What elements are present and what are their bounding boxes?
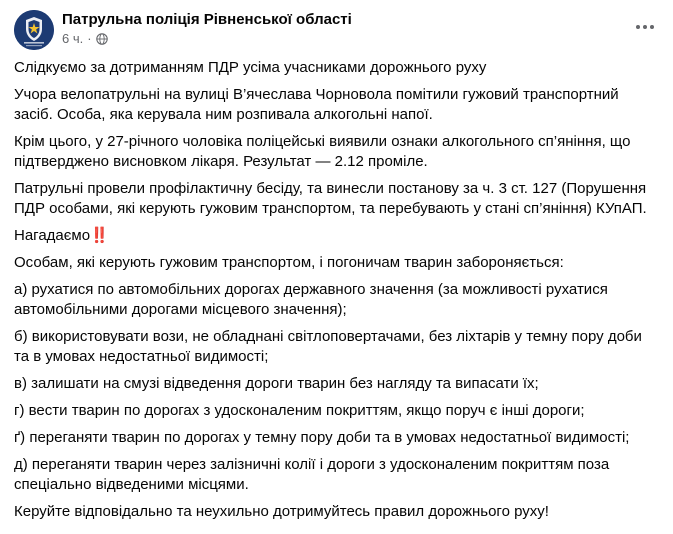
meta-separator: · — [87, 31, 92, 46]
reminder-label: Нагадаємо — [14, 227, 91, 244]
police-badge-icon — [14, 10, 54, 50]
page-name-link[interactable]: Патрульна поліція Рівненської області — [62, 11, 352, 28]
list-item: б) використовувати вози, не обладнані світлоповертачами, без ліхтарів у темну пору доби та в умовах недостатньої видимості; — [14, 328, 642, 365]
paragraph: Слідкуємо за дотриманням ПДР усіма учасниками дорожнього руху — [14, 59, 487, 76]
more-options-button[interactable] — [631, 14, 659, 34]
post-meta — [62, 31, 108, 47]
post-header — [14, 10, 659, 50]
page-avatar[interactable] — [14, 10, 54, 50]
paragraph: Крім цього, у 27-річного чоловіка поліцейські виявили ознаки алкогольного сп’яніння, що підтверджено висновком лікаря. Результат — 2.12 проміле. — [14, 133, 631, 170]
paragraph: Учора велопатрульні на вулиці В’ячеслава Чорновола помітили гужовий транспортний засіб. Особа, яка керувала ним розпивала алкогольні напої. — [14, 86, 619, 123]
reminder-line — [14, 226, 660, 246]
double-exclamation-icon: ‼️ — [90, 227, 109, 244]
list-item: а) рухатися по автомобільних дорогах державного значення (за можливості рухатися автомобільними дорогами місцевого значення); — [14, 281, 608, 318]
globe-icon — [96, 33, 108, 45]
post-body — [14, 58, 660, 529]
closing-line: Керуйте відповідально та неухильно дотримуйтесь правил дорожнього руху! — [14, 503, 549, 520]
post-timestamp[interactable]: 6 ч. — [62, 31, 84, 46]
list-intro: Особам, які керують гужовим транспортом, і погоничам тварин забороняється: — [14, 254, 564, 271]
paragraph: Патрульні провели профілактичну бесіду, та винесли постанову за ч. 3 ст. 127 (Порушення ПДР особами, які керують гужовим транспортом, та перебувають у стані сп’яніння) КУпАП. — [14, 180, 647, 217]
list-item: в) залишати на смузі відведення дороги тварин без нагляду та випасати їх; — [14, 375, 539, 392]
list-item: ґ) переганяти тварин по дорогах у темну пору доби та в умовах недостатньої видимості; — [14, 429, 630, 446]
more-options-icon — [635, 14, 655, 35]
list-item: г) вести тварин по дорогах з удосконаленим покриттям, якщо поруч є інші дороги; — [14, 402, 585, 419]
list-item: д) переганяти тварин через залізничні колії і дороги з удосконаленим покриттям поза спеціально відведеними місцями. — [14, 456, 610, 493]
